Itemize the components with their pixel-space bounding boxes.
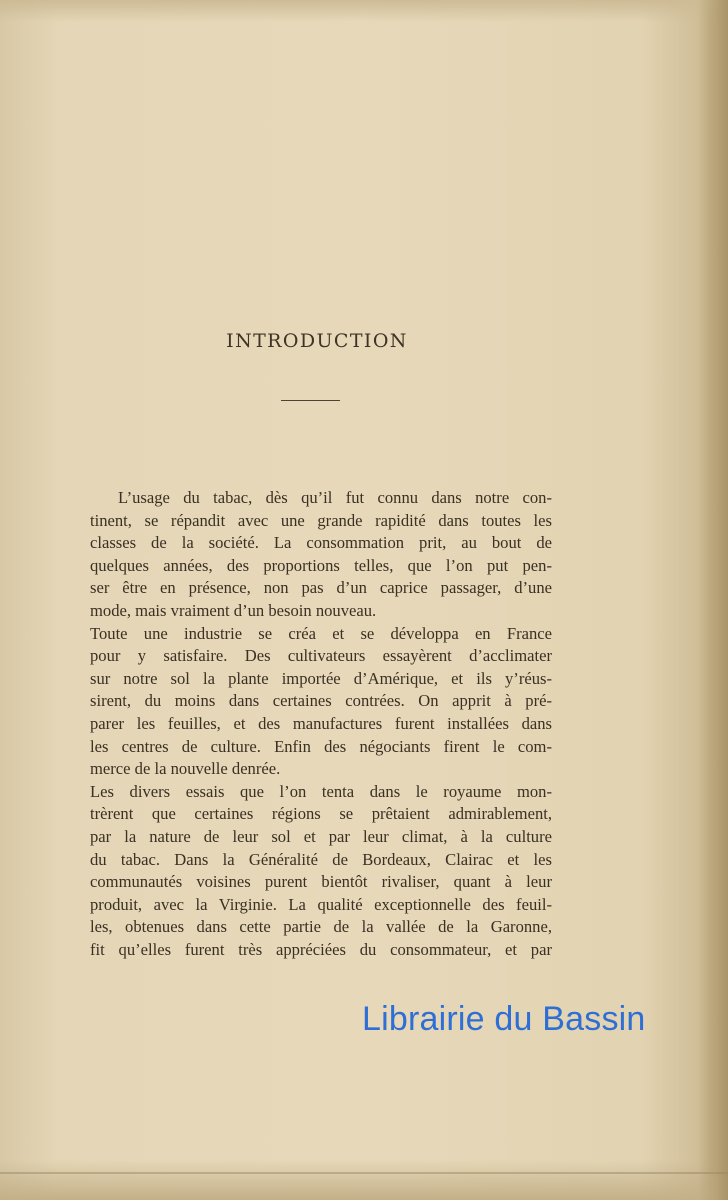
text-line: communautés voisines purent bientôt rivaliser, quant à leur (90, 872, 552, 892)
text-line: sirent, du moins dans certaines contrées. On apprit à pré- (90, 691, 552, 711)
page-right-edge (698, 0, 728, 1200)
text-line: parer les feuilles, et des manufactures furent installées dans (90, 713, 552, 733)
text-line: tinent, se répandit avec une grande rapidité dans toutes les (90, 510, 552, 530)
heading-divider (281, 400, 340, 401)
text-line: ser être en présence, non pas d’un caprice passager, d’une (90, 578, 552, 598)
text-line: mode, mais vraiment d’un besoin nouveau. (90, 600, 377, 620)
body-text (90, 487, 552, 961)
text-line: trèrent que certaines régions se prêtaient admirablement, (90, 804, 552, 824)
text-line: les, obtenues dans cette partie de la vallée de la Garonne, (90, 917, 552, 937)
text-line: merce de la nouvelle denrée. (90, 759, 281, 779)
text-line: L’usage du tabac, dès qu’il fut connu dans notre con- (118, 488, 552, 507)
text-line: fit qu’elles furent très appréciées du consommateur, et par (90, 939, 552, 959)
text-line: classes de la société. La consommation prit, au bout de (90, 533, 552, 553)
chapter-heading: INTRODUCTION (226, 330, 408, 352)
page-fold-line (0, 1172, 728, 1174)
bookseller-watermark: Librairie du Bassin (362, 1000, 646, 1038)
page-bottom-shadow (0, 1160, 728, 1200)
page-top-shadow (0, 0, 728, 22)
text-line: quelques années, des proportions telles, que l’on put pen- (90, 555, 552, 575)
text-line: produit, avec la Virginie. La qualité exceptionnelle des feuil- (90, 894, 552, 914)
text-line: Toute une industrie se créa et se développa en France (90, 623, 552, 643)
text-line: les centres de culture. Enfin des négociants firent le com- (90, 736, 552, 756)
text-line: sur notre sol la plante importée d’Amérique, et ils y’réus- (90, 668, 552, 688)
text-line: par la nature de leur sol et par leur climat, à la culture (90, 826, 552, 846)
text-line: Les divers essais que l’on tenta dans le royaume mon- (90, 781, 552, 801)
text-line: pour y satisfaire. Des cultivateurs essayèrent d’acclimater (90, 646, 552, 666)
text-line: du tabac. Dans la Généralité de Bordeaux, Clairac et les (90, 849, 552, 869)
